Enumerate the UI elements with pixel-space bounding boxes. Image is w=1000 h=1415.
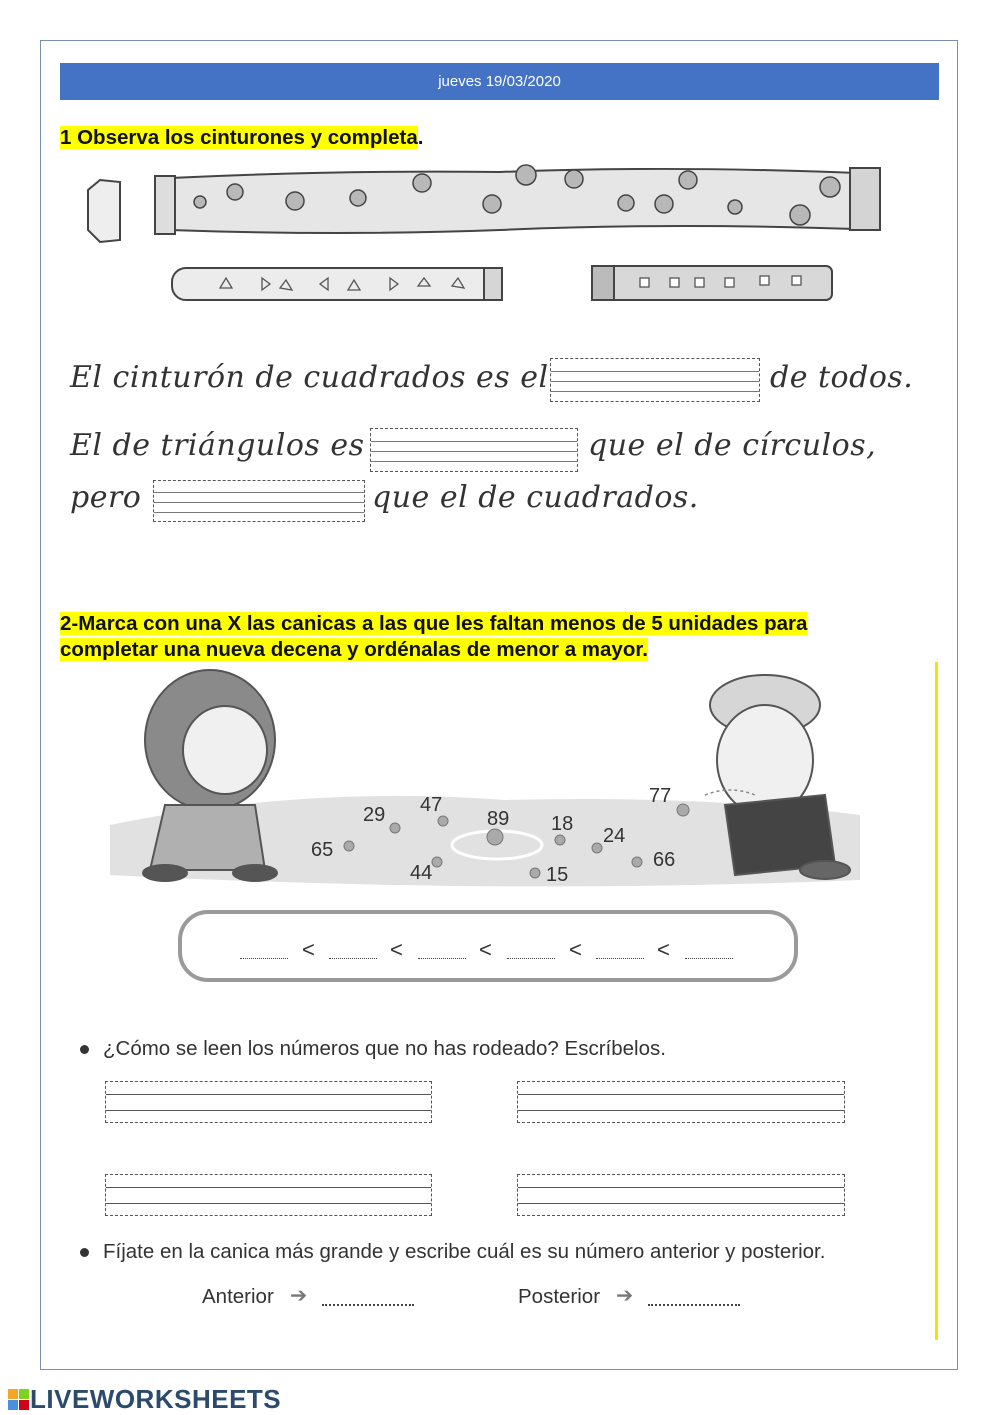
marbles-illustration	[105, 665, 865, 900]
write-box-1[interactable]	[105, 1081, 432, 1123]
question-1: ¿Cómo se leen los números que no has rodeado? Escríbelos.	[103, 1037, 666, 1060]
exercise-2-title: 2-Marca con una X las canicas a las que les faltan menos de 5 unidades para completar una nueva decena y ordénalas de menor a mayor.	[60, 612, 808, 661]
marble-44[interactable]: 44	[410, 862, 433, 884]
less-than-4: <	[569, 937, 582, 962]
sentence-2-start: El de triángulos es	[70, 428, 365, 463]
exercise-1-title: 1 Observa los cinturones y completa.	[60, 126, 424, 149]
marble-77[interactable]: 77	[649, 785, 672, 807]
marble-15[interactable]: 15	[546, 864, 569, 886]
marble-18[interactable]: 18	[551, 813, 574, 835]
order-slot-5[interactable]	[596, 958, 644, 959]
boy-figure	[710, 675, 850, 879]
girl-figure	[143, 670, 277, 881]
triangles-belt	[172, 268, 502, 300]
sentence-2-end: que el de círculos,	[588, 428, 877, 463]
less-than-2: <	[390, 937, 403, 962]
logo-text: LIVEWORKSHEETS	[30, 1384, 282, 1414]
sentence-1-start: El cinturón de cuadrados es el	[70, 360, 549, 395]
less-than-1: <	[302, 937, 315, 962]
sentence-1-end: de todos.	[770, 360, 914, 395]
posterior-answer[interactable]	[648, 1304, 740, 1306]
marble-89[interactable]: 89	[487, 808, 510, 830]
squares-belt	[592, 266, 832, 300]
anterior-answer[interactable]	[322, 1304, 414, 1306]
date-text: jueves 19/03/2020	[438, 73, 561, 90]
answer-box-3[interactable]	[153, 480, 365, 522]
answer-box-2[interactable]	[370, 428, 578, 472]
order-slot-2[interactable]	[329, 958, 377, 959]
arrow-icon: ➔	[290, 1284, 308, 1307]
yellow-margin-line	[935, 662, 938, 1340]
write-box-4[interactable]	[517, 1174, 845, 1216]
sentence-3-end: que el de cuadrados.	[372, 480, 699, 515]
order-slot-3[interactable]	[418, 958, 466, 959]
logo-icon	[8, 1389, 30, 1411]
bullet-1	[80, 1045, 89, 1054]
less-than-3: <	[479, 937, 492, 962]
write-box-3[interactable]	[105, 1174, 432, 1216]
marble-29[interactable]: 29	[363, 804, 386, 826]
less-than-5: <	[657, 937, 670, 962]
marble-47[interactable]: 47	[420, 794, 443, 816]
marble-65[interactable]: 65	[311, 839, 334, 861]
answer-box-1[interactable]	[550, 358, 760, 402]
posterior-label: Posterior	[518, 1285, 601, 1308]
marble-66[interactable]: 66	[653, 849, 676, 871]
write-box-2[interactable]	[517, 1081, 845, 1123]
belts-illustration	[80, 160, 910, 320]
marble-24[interactable]: 24	[603, 825, 626, 847]
sentence-3-start: pero	[70, 480, 142, 515]
bullet-2	[80, 1248, 89, 1257]
order-slot-1[interactable]	[240, 958, 288, 959]
arrow-icon: ➔	[616, 1284, 634, 1307]
order-slot-4[interactable]	[507, 958, 555, 959]
anterior-label: Anterior	[202, 1285, 274, 1308]
question-2: Fíjate en la canica más grande y escribe cuál es su número anterior y posterior.	[103, 1240, 826, 1263]
order-slot-6[interactable]	[685, 958, 733, 959]
date-header	[60, 63, 939, 100]
liveworksheets-logo	[8, 1384, 281, 1415]
